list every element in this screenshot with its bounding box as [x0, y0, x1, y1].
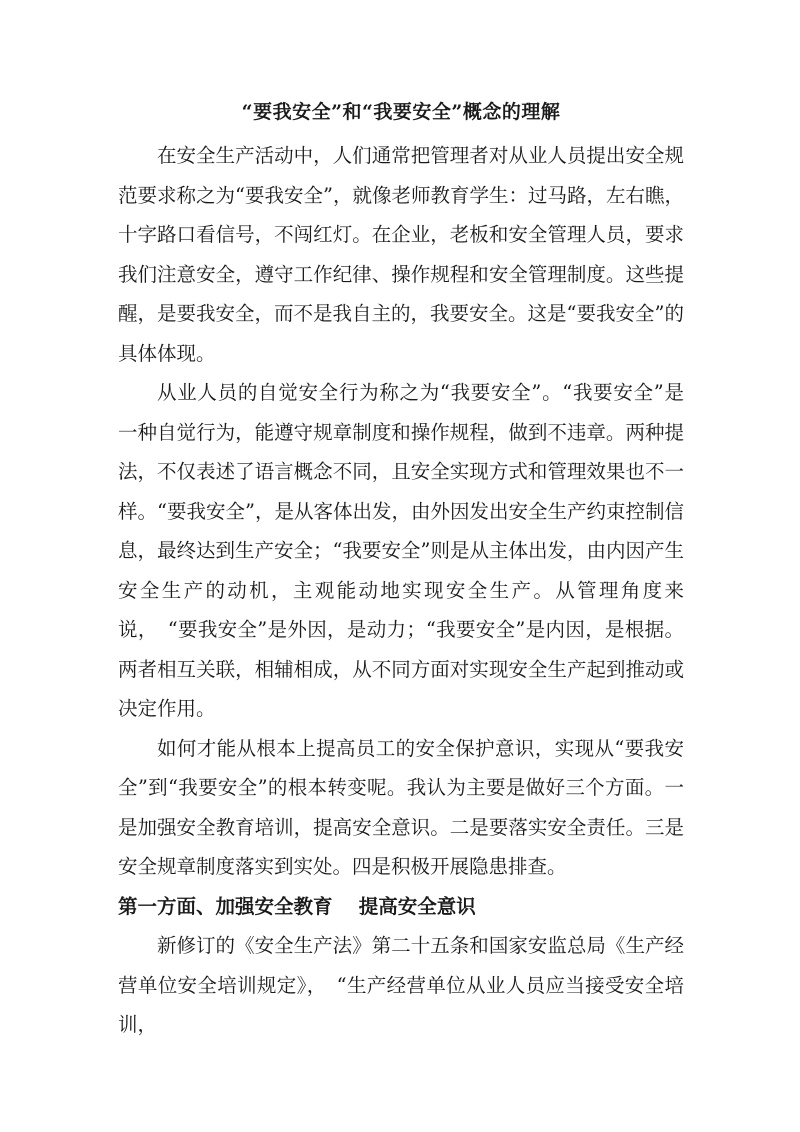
paragraph-section-one: 新修订的《安全生产法》第二十五条和国家安监总局《生产经营单位安全培训规定》， “生产经营单位从业人员应当接受安全培训，	[118, 934, 684, 1036]
paragraph-methods: 如何才能从根本上提高员工的安全保护意识，实现从“要我安全”到“我要安全”的根本转变呢。我认为主要是做好三个方面。一是加强安全教育培训，提高安全意识。二是要落实安全责任。三是安全规章制度落实到实处。四是积极开展隐患排查。	[118, 736, 684, 878]
paragraph-concepts: 从业人员的自觉安全行为称之为“我要安全”。“我要安全”是一种自觉行为，能遵守规章制度和操作规程，做到不违章。两种提法，不仅表述了语言概念不同，且安全实现方式和管理效果也不一样。“要我安全”，是从客体出发，由外因发出安全生产约束控制信息，最终达到生产安全；“我要安全”则是从主体出发，由内因产生安全生产的动机，主观能动地实现安全生产。从管理角度来说， “要我安全”是外因，是动力；“我要安全”是内因，是根据。两者相互关联，相辅相成，从不同方面对实现安全生产起到推动或决定作用。	[118, 381, 684, 720]
document-title: “要我安全”和“我要安全”概念的理解	[241, 101, 561, 123]
document-page	[118, 96, 684, 1045]
section-heading: 第一方面、加强安全教育 提高安全意识	[118, 894, 476, 918]
paragraph-intro: 在安全生产活动中，人们通常把管理者对从业人员提出安全规范要求称之为“要我安全”，就像老师教育学生：过马路，左右瞧，十字路口看信号，不闯红灯。在企业，老板和安全管理人员，要求我们注意安全，遵守工作纪律、操作规程和安全管理制度。这些提醒，是要我安全，而不是我自主的，我要安全。这是“要我安全”的具体体现。	[118, 144, 684, 365]
